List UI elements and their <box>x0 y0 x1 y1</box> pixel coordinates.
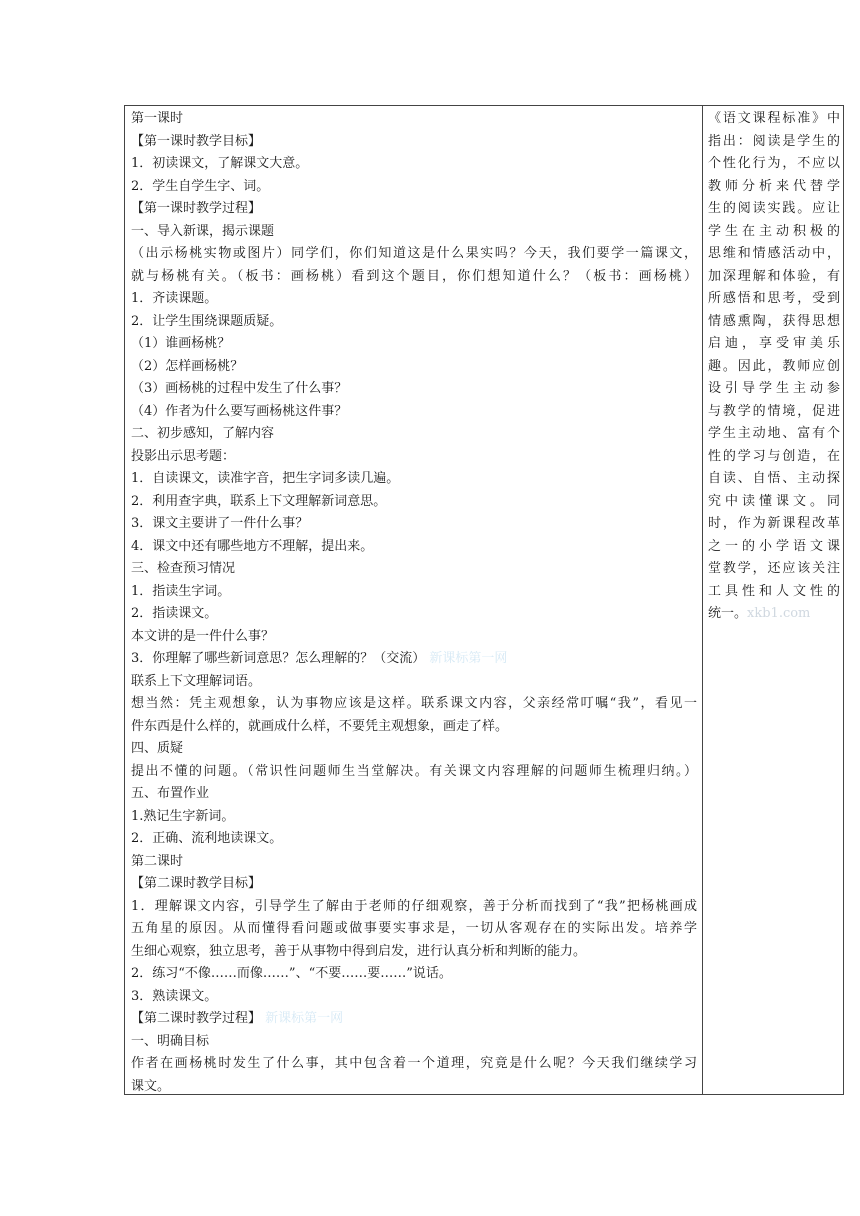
watermark-text: 新课标第一网 <box>265 1011 344 1026</box>
text-line: 一、明确目标 <box>131 1033 210 1049</box>
main-column <box>131 108 697 1098</box>
note-line <box>708 603 840 626</box>
text-line: （出示杨桃实物或图片）同学们，你们知道这是什么果实吗？今天，我们要学一篇课文， <box>131 246 697 261</box>
note-line: 工具性和人文性的 <box>708 583 840 599</box>
text-line: 三、检查预习情况 <box>131 561 236 576</box>
note-line: 自读、自悟、主动探 <box>708 471 840 486</box>
watermark-text: xkb1.com <box>747 606 811 621</box>
note-line: 启迪，享受审美乐 <box>708 336 840 351</box>
text-line: （3）画杨桃的过程中发生了什么事？ <box>131 381 348 396</box>
text-line: 作者在画杨桃时发生了什么事，其中包含着一个道理，究竟是什么呢？今天我们继续学习 <box>131 1056 697 1071</box>
text-line: 第一课时 <box>131 111 184 126</box>
text-line-content: 3．你理解了哪些新词意思？怎么理解的？（交流） <box>131 651 426 666</box>
note-line: 教师分析来代替学 <box>708 178 840 194</box>
text-line: 五角星的原因。从而懂得看问题或做事要实事求是，一切从客观存在的实际出发。培养学 <box>131 921 697 936</box>
note-line-content: 统一。 <box>708 606 748 621</box>
text-line: 1．自读课文，读准字音，把生字词多读几遍。 <box>131 471 400 486</box>
note-line: 思维和情感活动中， <box>708 246 840 261</box>
text-line: 四、质疑 <box>131 741 184 756</box>
column-divider <box>702 106 703 1094</box>
note-line: 学生在主动积极的 <box>708 223 840 239</box>
note-line: 所感悟和思考，受到 <box>708 291 840 306</box>
note-line: 个性化行为，不应以 <box>708 156 840 171</box>
side-note-column <box>708 108 840 626</box>
text-line: 就与杨桃有关。（板书：画杨桃）看到这个题目，你们想知道什么？（板书：画杨桃） <box>131 268 697 284</box>
text-line: 3．熟读课文。 <box>131 988 218 1004</box>
text-line <box>131 1008 697 1031</box>
text-line: 【第一课时教学目标】 <box>131 133 262 149</box>
text-line: 2．正确、流利地读课文。 <box>131 831 283 846</box>
note-line: 与教学的情境，促进 <box>708 403 840 419</box>
note-line: 加深理解和体验，有 <box>708 268 840 284</box>
text-line: 1.熟记生字新词。 <box>131 808 235 824</box>
text-line: 2．利用查字典，联系上下文理解新词意思。 <box>131 493 387 509</box>
text-line: 2．指读课文。 <box>131 606 218 621</box>
text-line: （4）作者为什么要写画杨桃这件事？ <box>131 403 348 419</box>
text-line: 1．齐读课题。 <box>131 291 218 306</box>
text-line: 【第二课时教学目标】 <box>131 876 262 891</box>
text-line: 本文讲的是一件什么事？ <box>131 628 275 644</box>
note-line: 指出：阅读是学生的 <box>708 133 840 149</box>
text-line-content: 【第二课时教学过程】 <box>131 1011 262 1026</box>
text-line: 课文。 <box>131 1078 171 1094</box>
note-line: 性的学习与创造，在 <box>708 448 840 464</box>
note-line: 《语文课程标准》中 <box>708 111 840 126</box>
text-line: 1．指读生字词。 <box>131 583 231 599</box>
text-line: （2）怎样画杨桃？ <box>131 358 244 374</box>
text-line: （1）谁画杨桃？ <box>131 336 231 351</box>
text-line: 2．练习“不像……而像……”、“不要……要……”说话。 <box>131 966 452 981</box>
note-line: 趣。因此，教师应创 <box>708 358 840 374</box>
text-line: 二、初步感知，了解内容 <box>131 426 275 441</box>
text-line: 2．学生自学生字、词。 <box>131 178 270 194</box>
note-line: 学生主动地、富有个 <box>708 426 840 441</box>
text-line: 提出不懂的问题。（常识性问题师生当堂解决。有关课文内容理解的问题师生梳理归纳。） <box>131 763 697 779</box>
text-line: 联系上下文理解词语。 <box>131 673 262 689</box>
text-line: 一、导入新课，揭示课题 <box>131 223 275 239</box>
text-line: 1．初读课文，了解课文大意。 <box>131 156 309 171</box>
watermark-text: 新课标第一网 <box>429 651 508 666</box>
text-line: 想当然：凭主观想象，认为事物应该是这样。联系课文内容，父亲经常叮嘱“我”，看见一 <box>131 696 697 711</box>
text-line: 件东西是什么样的，就画成什么样，不要凭主观想象，画走了样。 <box>131 718 509 734</box>
text-line: 【第一课时教学过程】 <box>131 201 262 216</box>
text-line: 3．课文主要讲了一件什么事？ <box>131 516 309 531</box>
text-line: 1．理解课文内容，引导学生了解由于老师的仔细观察，善于分析而找到了“我”把杨桃画成 <box>131 898 697 914</box>
text-line <box>131 648 697 671</box>
note-line: 生的阅读实践。应让 <box>708 201 840 216</box>
text-line: 生细心观察，独立思考，善于从事物中得到启发，进行认真分析和判断的能力。 <box>131 943 587 959</box>
lesson-plan-table <box>124 105 844 1095</box>
note-line: 究中读懂课文。同 <box>708 493 840 509</box>
text-line: 4．课文中还有哪些地方不理解，提出来。 <box>131 538 374 554</box>
note-line: 堂教学，还应该关注 <box>708 561 840 576</box>
note-line: 设引导学生主动参 <box>708 381 840 396</box>
note-line: 之一的小学语文课 <box>708 538 840 554</box>
text-line: 2．让学生围绕课题质疑。 <box>131 313 283 329</box>
text-line: 投影出示思考题： <box>131 448 236 464</box>
text-line: 五、布置作业 <box>131 786 210 801</box>
text-line: 第二课时 <box>131 853 184 869</box>
note-line: 时，作为新课程改革 <box>708 516 840 531</box>
note-line: 情感熏陶，获得思想 <box>708 313 840 329</box>
